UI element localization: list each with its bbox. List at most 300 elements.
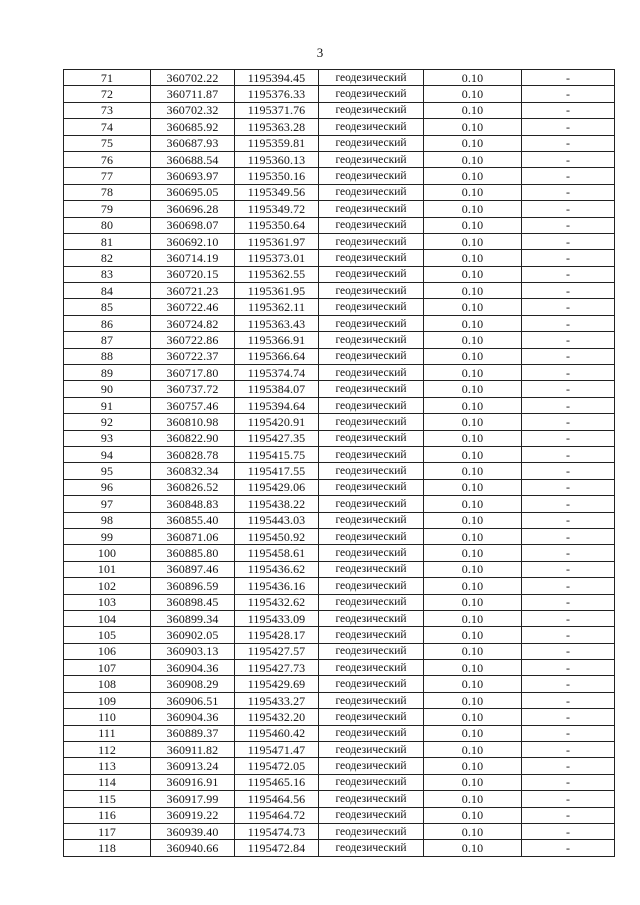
accuracy-cell: 0.10: [424, 496, 522, 512]
method-cell: геодезический: [319, 561, 424, 577]
accuracy-cell: 0.10: [424, 594, 522, 610]
coordinate-y-cell: 1195363.28: [235, 119, 319, 135]
method-cell: геодезический: [319, 479, 424, 495]
coordinate-x-cell: 360687.93: [151, 135, 235, 151]
description-cell: -: [522, 660, 615, 676]
accuracy-cell: 0.10: [424, 643, 522, 659]
point-number-cell: 117: [64, 823, 151, 839]
accuracy-cell: 0.10: [424, 217, 522, 233]
coordinate-x-cell: 360832.34: [151, 463, 235, 479]
accuracy-cell: 0.10: [424, 151, 522, 167]
point-number-cell: 93: [64, 430, 151, 446]
accuracy-cell: 0.10: [424, 774, 522, 790]
accuracy-cell: 0.10: [424, 119, 522, 135]
description-cell: -: [522, 758, 615, 774]
coordinate-y-cell: 1195415.75: [235, 446, 319, 462]
method-cell: геодезический: [319, 791, 424, 807]
coordinate-y-cell: 1195349.56: [235, 184, 319, 200]
table-row: [64, 594, 615, 610]
coordinate-y-cell: 1195361.97: [235, 233, 319, 249]
description-cell: -: [522, 791, 615, 807]
table-row: [64, 250, 615, 266]
point-number-cell: 87: [64, 332, 151, 348]
table-row: [64, 807, 615, 823]
table-row: [64, 86, 615, 102]
accuracy-cell: 0.10: [424, 266, 522, 282]
table-row: [64, 266, 615, 282]
coordinate-y-cell: 1195366.64: [235, 348, 319, 364]
coordinate-y-cell: 1195450.92: [235, 528, 319, 544]
table-row: [64, 299, 615, 315]
point-number-cell: 99: [64, 528, 151, 544]
table-row: [64, 151, 615, 167]
method-cell: геодезический: [319, 233, 424, 249]
method-cell: геодезический: [319, 807, 424, 823]
description-cell: -: [522, 774, 615, 790]
coordinate-y-cell: 1195366.91: [235, 332, 319, 348]
coordinate-x-cell: 360698.07: [151, 217, 235, 233]
table-row: [64, 528, 615, 544]
description-cell: -: [522, 446, 615, 462]
point-number-cell: 109: [64, 692, 151, 708]
accuracy-cell: 0.10: [424, 283, 522, 299]
accuracy-cell: 0.10: [424, 365, 522, 381]
point-number-cell: 115: [64, 791, 151, 807]
description-cell: -: [522, 151, 615, 167]
point-number-cell: 103: [64, 594, 151, 610]
coordinate-x-cell: 360939.40: [151, 823, 235, 839]
accuracy-cell: 0.10: [424, 135, 522, 151]
coordinate-x-cell: 360889.37: [151, 725, 235, 741]
method-cell: геодезический: [319, 217, 424, 233]
description-cell: -: [522, 283, 615, 299]
table-row: [64, 168, 615, 184]
method-cell: геодезический: [319, 823, 424, 839]
table-row: [64, 709, 615, 725]
coordinate-x-cell: 360810.98: [151, 414, 235, 430]
coordinate-x-cell: 360913.24: [151, 758, 235, 774]
method-cell: геодезический: [319, 774, 424, 790]
accuracy-cell: 0.10: [424, 758, 522, 774]
point-number-cell: 113: [64, 758, 151, 774]
table-row: [64, 463, 615, 479]
accuracy-cell: 0.10: [424, 528, 522, 544]
method-cell: геодезический: [319, 496, 424, 512]
description-cell: -: [522, 643, 615, 659]
point-number-cell: 111: [64, 725, 151, 741]
coordinate-y-cell: 1195361.95: [235, 283, 319, 299]
accuracy-cell: 0.10: [424, 610, 522, 626]
point-number-cell: 77: [64, 168, 151, 184]
accuracy-cell: 0.10: [424, 627, 522, 643]
coordinate-x-cell: 360722.86: [151, 332, 235, 348]
description-cell: -: [522, 692, 615, 708]
accuracy-cell: 0.10: [424, 561, 522, 577]
accuracy-cell: 0.10: [424, 823, 522, 839]
table-row: [64, 233, 615, 249]
coordinate-x-cell: 360695.05: [151, 184, 235, 200]
table-row: [64, 840, 615, 856]
description-cell: -: [522, 594, 615, 610]
accuracy-cell: 0.10: [424, 102, 522, 118]
coordinate-y-cell: 1195394.45: [235, 70, 319, 86]
coordinate-x-cell: 360688.54: [151, 151, 235, 167]
accuracy-cell: 0.10: [424, 578, 522, 594]
table-row: [64, 446, 615, 462]
coordinate-y-cell: 1195362.55: [235, 266, 319, 282]
coordinate-y-cell: 1195464.72: [235, 807, 319, 823]
description-cell: -: [522, 315, 615, 331]
description-cell: -: [522, 725, 615, 741]
description-cell: -: [522, 545, 615, 561]
coordinate-x-cell: 360721.23: [151, 283, 235, 299]
description-cell: -: [522, 709, 615, 725]
coordinate-x-cell: 360897.46: [151, 561, 235, 577]
method-cell: геодезический: [319, 135, 424, 151]
coordinates-table-body: [64, 70, 615, 857]
coordinate-y-cell: 1195429.69: [235, 676, 319, 692]
table-row: [64, 627, 615, 643]
method-cell: геодезический: [319, 315, 424, 331]
table-row: [64, 217, 615, 233]
coordinate-y-cell: 1195373.01: [235, 250, 319, 266]
point-number-cell: 108: [64, 676, 151, 692]
table-row: [64, 119, 615, 135]
method-cell: геодезический: [319, 348, 424, 364]
table-row: [64, 70, 615, 86]
coordinate-y-cell: 1195443.03: [235, 512, 319, 528]
description-cell: -: [522, 381, 615, 397]
coordinate-x-cell: 360916.91: [151, 774, 235, 790]
accuracy-cell: 0.10: [424, 660, 522, 676]
coordinate-x-cell: 360711.87: [151, 86, 235, 102]
coordinate-y-cell: 1195429.06: [235, 479, 319, 495]
coordinate-y-cell: 1195458.61: [235, 545, 319, 561]
coordinate-x-cell: 360722.46: [151, 299, 235, 315]
point-number-cell: 74: [64, 119, 151, 135]
coordinate-x-cell: 360871.06: [151, 528, 235, 544]
coordinate-y-cell: 1195362.11: [235, 299, 319, 315]
table-row: [64, 135, 615, 151]
coordinate-x-cell: 360940.66: [151, 840, 235, 856]
coordinate-x-cell: 360855.40: [151, 512, 235, 528]
table-row: [64, 545, 615, 561]
point-number-cell: 116: [64, 807, 151, 823]
coordinate-y-cell: 1195427.35: [235, 430, 319, 446]
table-row: [64, 676, 615, 692]
coordinate-x-cell: 360702.22: [151, 70, 235, 86]
coordinate-x-cell: 360826.52: [151, 479, 235, 495]
coordinate-x-cell: 360885.80: [151, 545, 235, 561]
accuracy-cell: 0.10: [424, 315, 522, 331]
method-cell: геодезический: [319, 742, 424, 758]
method-cell: геодезический: [319, 365, 424, 381]
method-cell: геодезический: [319, 70, 424, 86]
description-cell: -: [522, 496, 615, 512]
description-cell: -: [522, 430, 615, 446]
method-cell: геодезический: [319, 512, 424, 528]
accuracy-cell: 0.10: [424, 430, 522, 446]
table-row: [64, 348, 615, 364]
coordinate-y-cell: 1195420.91: [235, 414, 319, 430]
table-row: [64, 758, 615, 774]
accuracy-cell: 0.10: [424, 479, 522, 495]
point-number-cell: 76: [64, 151, 151, 167]
method-cell: геодезический: [319, 446, 424, 462]
point-number-cell: 101: [64, 561, 151, 577]
point-number-cell: 90: [64, 381, 151, 397]
coordinate-x-cell: 360902.05: [151, 627, 235, 643]
coordinate-y-cell: 1195464.56: [235, 791, 319, 807]
description-cell: -: [522, 266, 615, 282]
coordinate-x-cell: 360714.19: [151, 250, 235, 266]
coordinate-y-cell: 1195472.84: [235, 840, 319, 856]
coordinate-x-cell: 360722.37: [151, 348, 235, 364]
point-number-cell: 118: [64, 840, 151, 856]
description-cell: -: [522, 463, 615, 479]
method-cell: геодезический: [319, 463, 424, 479]
table-row: [64, 365, 615, 381]
coordinate-x-cell: 360696.28: [151, 201, 235, 217]
accuracy-cell: 0.10: [424, 86, 522, 102]
accuracy-cell: 0.10: [424, 446, 522, 462]
description-cell: -: [522, 86, 615, 102]
point-number-cell: 73: [64, 102, 151, 118]
coordinate-x-cell: 360737.72: [151, 381, 235, 397]
description-cell: -: [522, 135, 615, 151]
coordinate-y-cell: 1195384.07: [235, 381, 319, 397]
method-cell: геодезический: [319, 692, 424, 708]
coordinate-y-cell: 1195460.42: [235, 725, 319, 741]
description-cell: -: [522, 184, 615, 200]
table-row: [64, 774, 615, 790]
method-cell: геодезический: [319, 676, 424, 692]
description-cell: -: [522, 397, 615, 413]
table-row: [64, 479, 615, 495]
coordinate-y-cell: 1195432.20: [235, 709, 319, 725]
coordinate-y-cell: 1195472.05: [235, 758, 319, 774]
coordinate-y-cell: 1195465.16: [235, 774, 319, 790]
coordinate-x-cell: 360822.90: [151, 430, 235, 446]
description-cell: -: [522, 561, 615, 577]
point-number-cell: 82: [64, 250, 151, 266]
accuracy-cell: 0.10: [424, 70, 522, 86]
method-cell: геодезический: [319, 578, 424, 594]
point-number-cell: 81: [64, 233, 151, 249]
coordinate-x-cell: 360904.36: [151, 660, 235, 676]
coordinate-x-cell: 360717.80: [151, 365, 235, 381]
point-number-cell: 79: [64, 201, 151, 217]
point-number-cell: 84: [64, 283, 151, 299]
coordinate-y-cell: 1195433.27: [235, 692, 319, 708]
accuracy-cell: 0.10: [424, 299, 522, 315]
point-number-cell: 96: [64, 479, 151, 495]
coordinate-y-cell: 1195350.64: [235, 217, 319, 233]
accuracy-cell: 0.10: [424, 840, 522, 856]
method-cell: геодезический: [319, 102, 424, 118]
method-cell: геодезический: [319, 709, 424, 725]
method-cell: геодезический: [319, 643, 424, 659]
point-number-cell: 83: [64, 266, 151, 282]
accuracy-cell: 0.10: [424, 184, 522, 200]
method-cell: геодезический: [319, 594, 424, 610]
method-cell: геодезический: [319, 758, 424, 774]
table-row: [64, 315, 615, 331]
description-cell: -: [522, 610, 615, 626]
coordinate-y-cell: 1195438.22: [235, 496, 319, 512]
coordinate-x-cell: 360899.34: [151, 610, 235, 626]
method-cell: геодезический: [319, 332, 424, 348]
table-row: [64, 496, 615, 512]
point-number-cell: 102: [64, 578, 151, 594]
description-cell: -: [522, 578, 615, 594]
description-cell: -: [522, 512, 615, 528]
method-cell: геодезический: [319, 725, 424, 741]
accuracy-cell: 0.10: [424, 381, 522, 397]
coordinate-y-cell: 1195349.72: [235, 201, 319, 217]
description-cell: -: [522, 168, 615, 184]
method-cell: геодезический: [319, 430, 424, 446]
point-number-cell: 107: [64, 660, 151, 676]
accuracy-cell: 0.10: [424, 332, 522, 348]
description-cell: -: [522, 676, 615, 692]
method-cell: геодезический: [319, 840, 424, 856]
accuracy-cell: 0.10: [424, 348, 522, 364]
point-number-cell: 75: [64, 135, 151, 151]
coordinate-y-cell: 1195417.55: [235, 463, 319, 479]
accuracy-cell: 0.10: [424, 250, 522, 266]
method-cell: геодезический: [319, 627, 424, 643]
point-number-cell: 86: [64, 315, 151, 331]
coordinate-x-cell: 360720.15: [151, 266, 235, 282]
coordinate-x-cell: 360848.83: [151, 496, 235, 512]
accuracy-cell: 0.10: [424, 709, 522, 725]
coordinate-x-cell: 360898.45: [151, 594, 235, 610]
description-cell: -: [522, 102, 615, 118]
table-row: [64, 610, 615, 626]
description-cell: -: [522, 807, 615, 823]
coordinate-y-cell: 1195428.17: [235, 627, 319, 643]
coordinate-y-cell: 1195371.76: [235, 102, 319, 118]
table-row: [64, 102, 615, 118]
coordinate-x-cell: 360904.36: [151, 709, 235, 725]
description-cell: -: [522, 365, 615, 381]
coordinate-y-cell: 1195436.16: [235, 578, 319, 594]
accuracy-cell: 0.10: [424, 168, 522, 184]
point-number-cell: 100: [64, 545, 151, 561]
coordinate-y-cell: 1195474.73: [235, 823, 319, 839]
point-number-cell: 94: [64, 446, 151, 462]
coordinate-x-cell: 360685.92: [151, 119, 235, 135]
description-cell: -: [522, 823, 615, 839]
point-number-cell: 104: [64, 610, 151, 626]
point-number-cell: 106: [64, 643, 151, 659]
coordinate-x-cell: 360702.32: [151, 102, 235, 118]
method-cell: геодезический: [319, 283, 424, 299]
coordinate-x-cell: 360828.78: [151, 446, 235, 462]
table-row: [64, 823, 615, 839]
method-cell: геодезический: [319, 86, 424, 102]
method-cell: геодезический: [319, 151, 424, 167]
coordinate-x-cell: 360919.22: [151, 807, 235, 823]
point-number-cell: 114: [64, 774, 151, 790]
accuracy-cell: 0.10: [424, 512, 522, 528]
point-number-cell: 97: [64, 496, 151, 512]
accuracy-cell: 0.10: [424, 463, 522, 479]
accuracy-cell: 0.10: [424, 791, 522, 807]
table-row: [64, 512, 615, 528]
coordinate-y-cell: 1195350.16: [235, 168, 319, 184]
accuracy-cell: 0.10: [424, 692, 522, 708]
coordinate-y-cell: 1195360.13: [235, 151, 319, 167]
coordinate-x-cell: 360692.10: [151, 233, 235, 249]
table-row: [64, 692, 615, 708]
description-cell: -: [522, 742, 615, 758]
coordinates-table: [63, 69, 615, 857]
description-cell: -: [522, 840, 615, 856]
method-cell: геодезический: [319, 168, 424, 184]
method-cell: геодезический: [319, 414, 424, 430]
description-cell: -: [522, 332, 615, 348]
accuracy-cell: 0.10: [424, 742, 522, 758]
coordinate-x-cell: 360693.97: [151, 168, 235, 184]
coordinate-y-cell: 1195374.74: [235, 365, 319, 381]
accuracy-cell: 0.10: [424, 397, 522, 413]
point-number-cell: 78: [64, 184, 151, 200]
coordinate-y-cell: 1195359.81: [235, 135, 319, 151]
method-cell: геодезический: [319, 660, 424, 676]
point-number-cell: 85: [64, 299, 151, 315]
point-number-cell: 88: [64, 348, 151, 364]
accuracy-cell: 0.10: [424, 545, 522, 561]
accuracy-cell: 0.10: [424, 807, 522, 823]
table-row: [64, 643, 615, 659]
accuracy-cell: 0.10: [424, 676, 522, 692]
table-row: [64, 725, 615, 741]
table-row: [64, 660, 615, 676]
method-cell: геодезический: [319, 250, 424, 266]
coordinate-y-cell: 1195471.47: [235, 742, 319, 758]
description-cell: -: [522, 201, 615, 217]
description-cell: -: [522, 479, 615, 495]
table-row: [64, 791, 615, 807]
table-row: [64, 332, 615, 348]
accuracy-cell: 0.10: [424, 414, 522, 430]
method-cell: геодезический: [319, 528, 424, 544]
coordinate-x-cell: 360757.46: [151, 397, 235, 413]
coordinate-y-cell: 1195427.73: [235, 660, 319, 676]
method-cell: геодезический: [319, 299, 424, 315]
point-number-cell: 80: [64, 217, 151, 233]
page-number: 3: [316, 45, 324, 60]
method-cell: геодезический: [319, 201, 424, 217]
description-cell: -: [522, 414, 615, 430]
table-row: [64, 381, 615, 397]
coordinate-x-cell: 360724.82: [151, 315, 235, 331]
table-row: [64, 184, 615, 200]
coordinate-x-cell: 360903.13: [151, 643, 235, 659]
method-cell: геодезический: [319, 610, 424, 626]
point-number-cell: 98: [64, 512, 151, 528]
coordinate-y-cell: 1195394.64: [235, 397, 319, 413]
description-cell: -: [522, 528, 615, 544]
coordinate-y-cell: 1195376.33: [235, 86, 319, 102]
method-cell: геодезический: [319, 184, 424, 200]
coordinate-x-cell: 360908.29: [151, 676, 235, 692]
coordinate-x-cell: 360896.59: [151, 578, 235, 594]
table-row: [64, 578, 615, 594]
table-row: [64, 561, 615, 577]
